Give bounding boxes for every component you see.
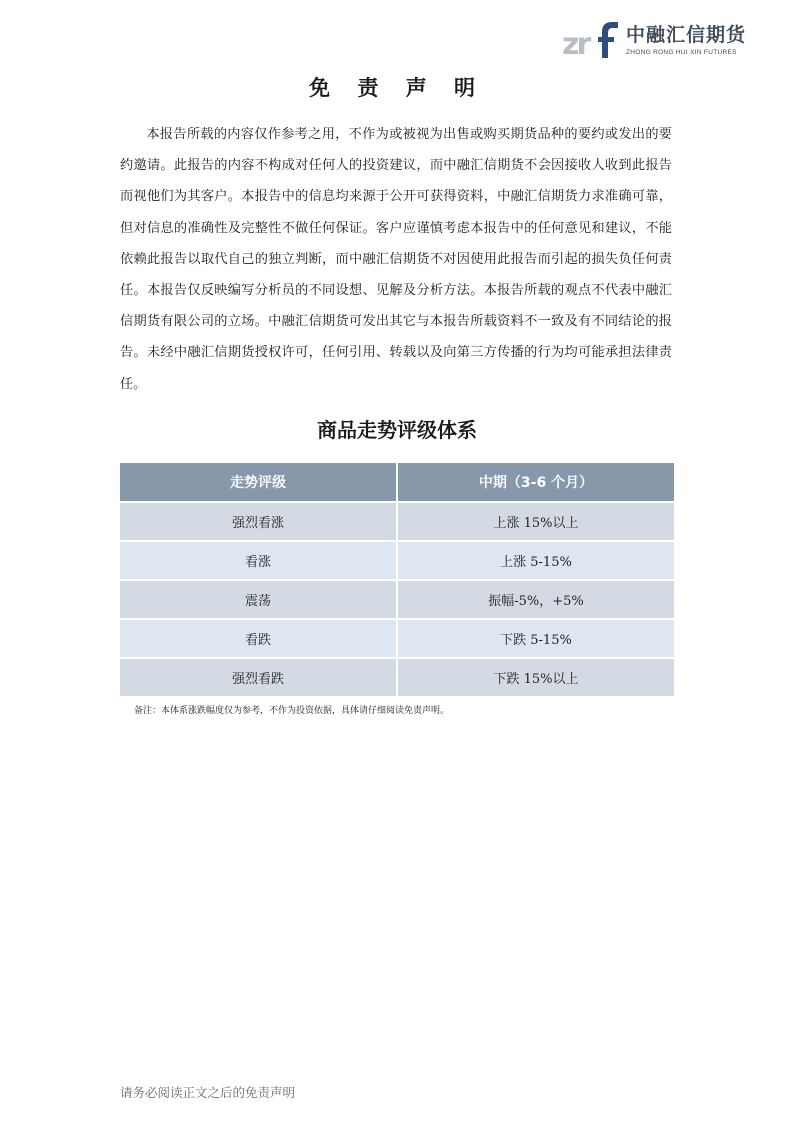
- company-logo-mark: [562, 20, 620, 60]
- table-note: 备注：本体系涨跌幅度仅为参考，不作为投资依据，具体请仔细阅读免责声明。: [134, 706, 450, 716]
- table-row: [120, 658, 674, 697]
- column-header-period: 中期（3-6 个月）: [397, 463, 674, 502]
- column-header-rating: 走势评级: [120, 463, 397, 502]
- disclaimer-title: 免 责 声 明: [309, 75, 485, 100]
- range-cell: 下跌 5-15%: [397, 619, 674, 658]
- rating-cell: 强烈看涨: [120, 502, 397, 541]
- company-name-en: ZHONG RONG HUI XIN FUTURES: [626, 49, 737, 56]
- company-name-cn: 中融汇信期货: [626, 24, 747, 46]
- table-row: [120, 541, 674, 580]
- table-row: [120, 502, 674, 541]
- page-footer: 请务必阅读正文之后的免责声明: [120, 1085, 296, 1100]
- rating-cell: 看涨: [120, 541, 397, 580]
- rating-table: [120, 463, 674, 698]
- range-cell: 上涨 15%以上: [397, 502, 674, 541]
- range-cell: 下跌 15%以上: [397, 658, 674, 697]
- rating-table-header-row: [120, 463, 674, 502]
- svg-text:zr: zr: [562, 27, 589, 60]
- rating-cell: 震荡: [120, 580, 397, 619]
- rating-cell: 看跌: [120, 619, 397, 658]
- disclaimer-body: 本报告所载的内容仅作参考之用，不作为或被视为出售或购买期货品种的要约或发出的要约邀请。此报告的内容不构成对任何人的投资建议，而中融汇信期货不会因接收人收到此报告而视他们为其客户。本报告中的信息均来源于公开可获得资料，中融汇信期货力求准确可靠，但对信息的准确性及完整性不做任何保证。客户应谨慎考虑本报告中的任何意见和建议，不能依赖此报告以取代自己的独立判断，而中融汇信期货不对因使用此报告而引起的损失负任何责任。本报告仅反映编写分析员的不同设想、见解及分析方法。本报告所载的观点不代表中融汇信期货有限公司的立场。中融汇信期货可发出其它与本报告所载资料不一致及有不同结论的报告。未经中融汇信期货授权许可，任何引用、转载以及向第三方传播的行为均可能承担法律责任。: [120, 127, 672, 392]
- company-logo: [562, 18, 752, 64]
- table-row: [120, 619, 674, 658]
- range-cell: 上涨 5-15%: [397, 541, 674, 580]
- rating-system-title: 商品走势评级体系: [317, 418, 477, 442]
- table-row: [120, 580, 674, 619]
- rating-cell: 强烈看跌: [120, 658, 397, 697]
- range-cell: 振幅-5%，+5%: [397, 580, 674, 619]
